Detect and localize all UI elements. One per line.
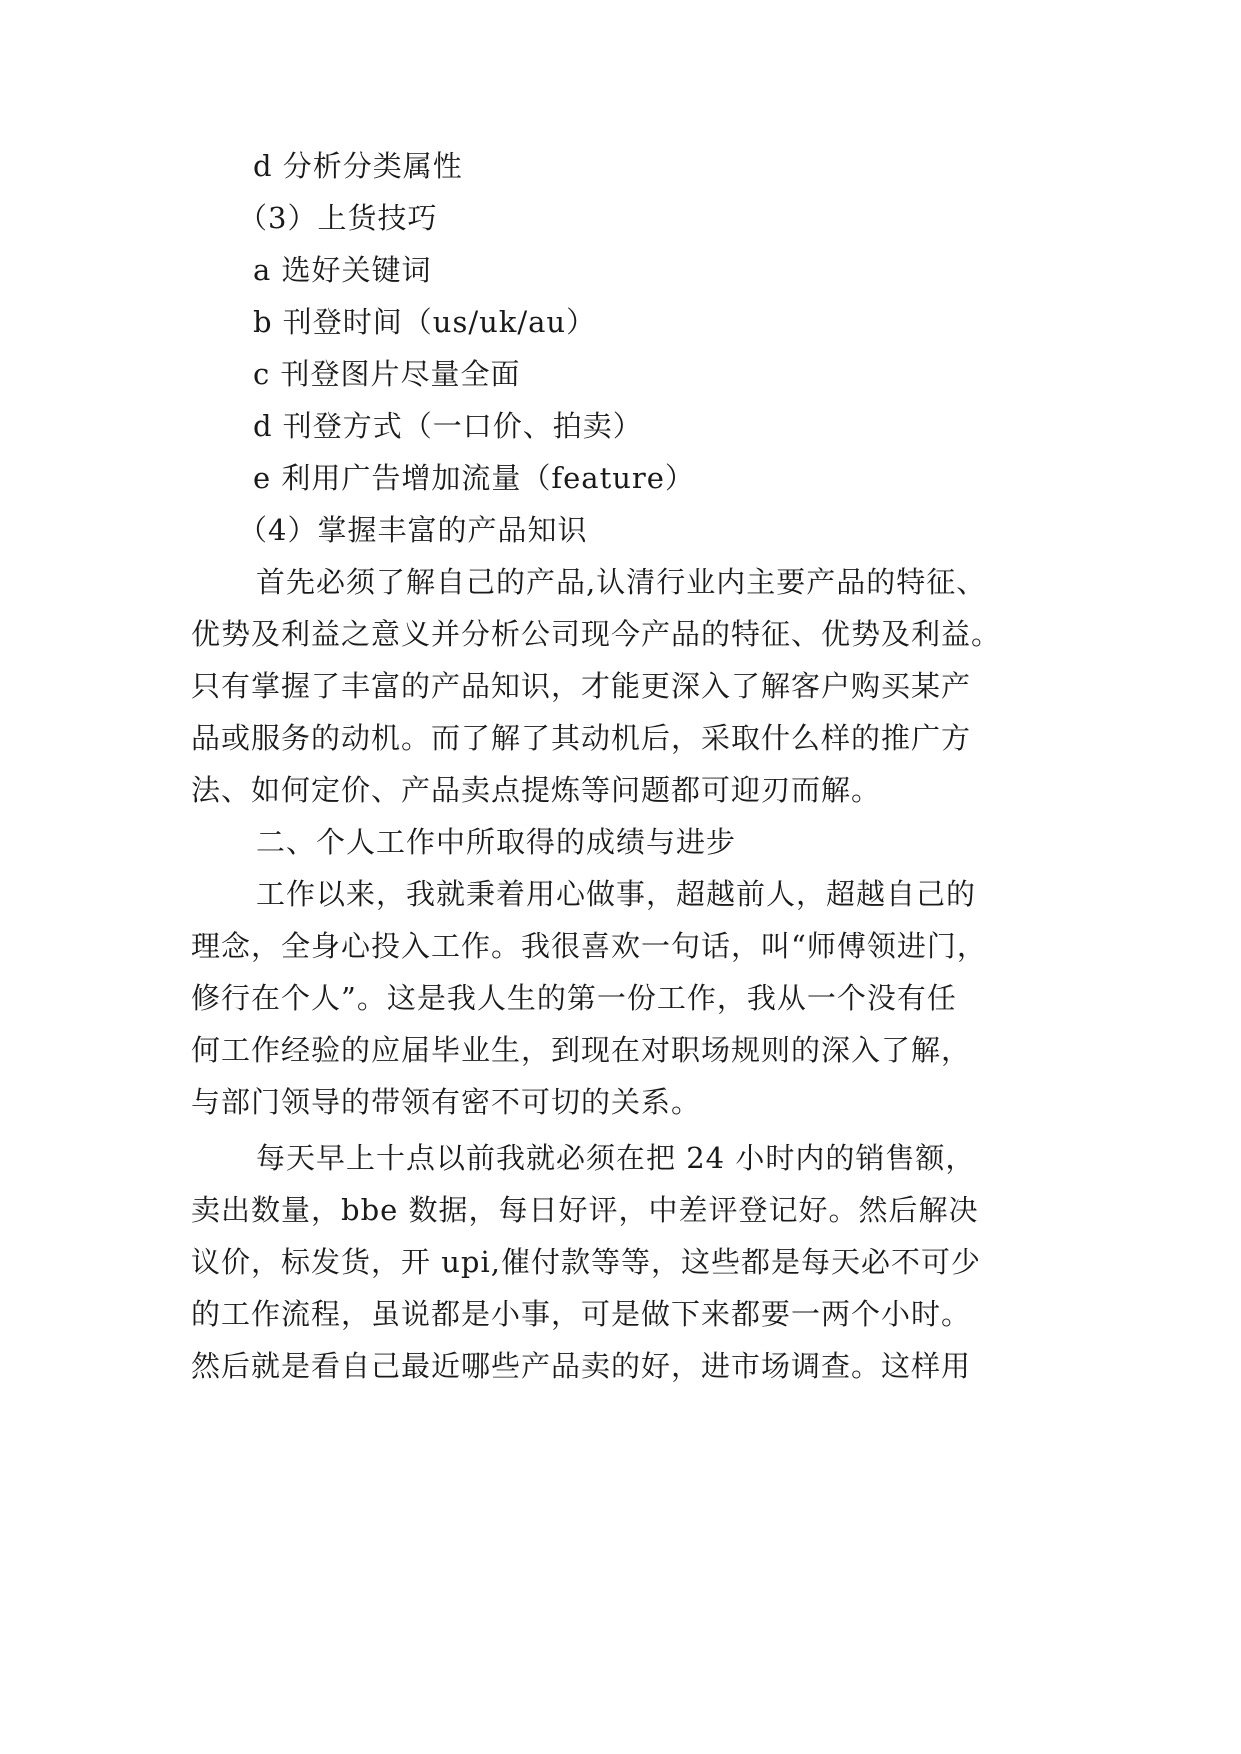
paragraph-line: 何工作经验的应届毕业生，到现在对职场规则的深入了解，	[191, 1033, 972, 1067]
list-item-listing-images: c 刊登图片尽量全面	[253, 357, 521, 391]
list-item-listing-time: b 刊登时间（us/uk/au）	[253, 305, 597, 339]
sub-heading-listing-tips: （3）上货技巧	[238, 201, 438, 235]
paragraph-line: 的工作流程，虽说都是小事，可是做下来都要一两个小时。	[191, 1297, 972, 1331]
paragraph-line: 修行在个人”。这是我人生的第一份工作，我从一个没有任	[191, 981, 957, 1015]
paragraph-line: 法、如何定价、产品卖点提炼等问题都可迎刃而解。	[191, 773, 882, 807]
list-item-listing-format: d 刊登方式（一口价、拍卖）	[253, 409, 643, 443]
list-item-advertising: e 利用广告增加流量（feature）	[253, 461, 695, 495]
paragraph-line: 优势及利益之意义并分析公司现今产品的特征、优势及利益。	[191, 617, 1002, 651]
paragraph-line: 只有掌握了丰富的产品知识，才能更深入了解客户购买某产	[191, 669, 972, 703]
list-item-keywords: a 选好关键词	[253, 253, 432, 287]
paragraph-line: 然后就是看自己最近哪些产品卖的好，进市场调查。这样用	[191, 1349, 972, 1383]
paragraph-line: 理念，全身心投入工作。我很喜欢一句话，叫“师傅领进门，	[191, 929, 987, 963]
paragraph-line: 与部门领导的带领有密不可切的关系。	[191, 1085, 702, 1119]
paragraph-line: 品或服务的动机。而了解了其动机后，采取什么样的推广方	[191, 721, 972, 755]
paragraph-line: 首先必须了解自己的产品,认清行业内主要产品的特征、	[256, 565, 987, 599]
paragraph-line: 每天早上十点以前我就必须在把 24 小时内的销售额，	[256, 1141, 976, 1175]
list-item-analyze-category: d 分析分类属性	[253, 149, 463, 183]
paragraph-line: 工作以来，我就秉着用心做事，超越前人，超越自己的	[256, 877, 977, 911]
sub-heading-product-knowledge: （4）掌握丰富的产品知识	[238, 513, 588, 547]
paragraph-line: 卖出数量，bbe 数据，每日好评，中差评登记好。然后解决	[191, 1193, 979, 1227]
paragraph-line: 议价，标发货，开 upi,催付款等等，这些都是每天必不可少	[191, 1245, 981, 1279]
section-heading-achievements: 二、个人工作中所取得的成绩与进步	[256, 825, 737, 859]
